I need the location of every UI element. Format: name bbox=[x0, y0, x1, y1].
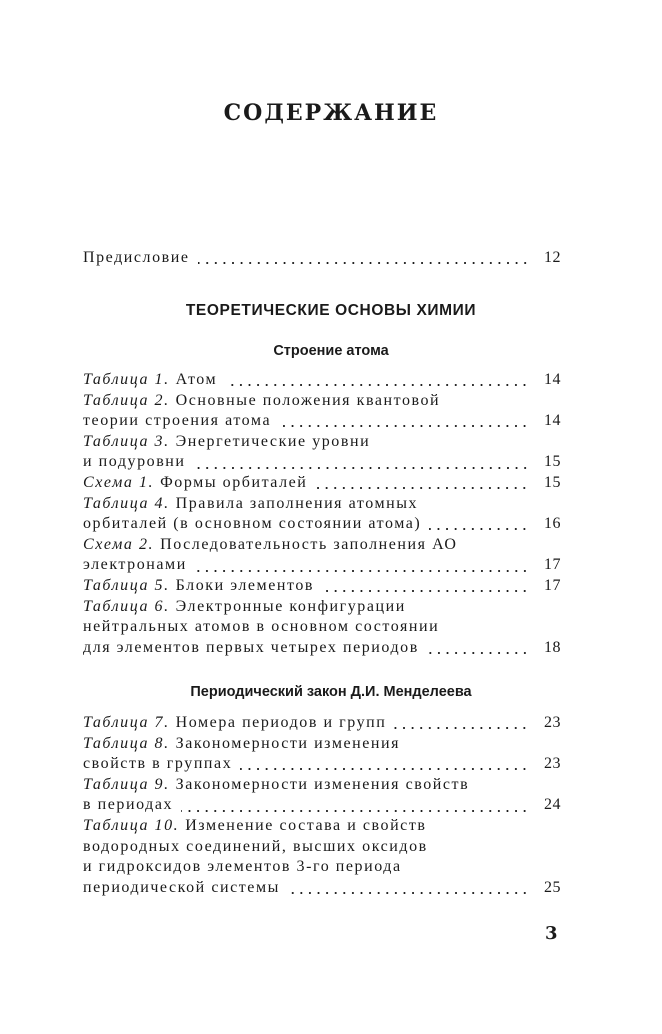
entry-line bbox=[83, 576, 561, 597]
entry-text: Атом bbox=[175, 371, 218, 388]
toc-entry[interactable] bbox=[83, 597, 561, 659]
entry-text: и гидроксидов элементов 3-го периода bbox=[83, 858, 402, 876]
page-number: 14 bbox=[544, 412, 561, 430]
entry-line bbox=[83, 754, 561, 775]
toc-entry[interactable] bbox=[83, 370, 561, 391]
entry-line bbox=[83, 816, 561, 837]
entry-text: для элементов первых четырех периодов bbox=[83, 638, 419, 656]
entry-line bbox=[83, 432, 561, 453]
entry-text: Блоки элементов bbox=[175, 576, 314, 594]
entry-text: Последовательность заполнения АО bbox=[160, 535, 458, 553]
page-folio: 3 bbox=[545, 923, 558, 944]
dot-leader bbox=[429, 528, 529, 530]
entry-text: и подуровни bbox=[83, 453, 186, 471]
entry-line bbox=[83, 494, 561, 515]
entry-text: Закономерности изменения свойств bbox=[175, 775, 470, 793]
page-number: 17 bbox=[544, 556, 561, 574]
entry-text: водородных соединений, высших оксидов bbox=[83, 837, 428, 855]
entry-line bbox=[83, 857, 561, 878]
entry-line bbox=[83, 638, 561, 659]
entry-text: Энергетические уровни bbox=[175, 432, 371, 450]
entry-text: Формы орбиталей bbox=[160, 473, 308, 491]
dot-leader bbox=[315, 487, 529, 489]
page-number: 12 bbox=[544, 249, 561, 266]
toc-entry[interactable] bbox=[83, 473, 561, 494]
toc-entry[interactable] bbox=[83, 816, 561, 898]
toc-entry[interactable] bbox=[83, 576, 561, 597]
page-number: 24 bbox=[544, 796, 561, 814]
entry-line bbox=[83, 514, 561, 535]
toc-entry[interactable] bbox=[83, 775, 561, 816]
toc-entry[interactable] bbox=[83, 734, 561, 775]
entry-text: нейтральных атомов в основном состоянии bbox=[83, 618, 440, 636]
page-number: 15 bbox=[544, 473, 561, 491]
dot-leader bbox=[427, 652, 529, 654]
section-heading: Периодический закон Д.И. Менделеева bbox=[190, 684, 472, 700]
toc-entry[interactable] bbox=[83, 535, 561, 576]
entry-line bbox=[83, 597, 561, 618]
entry-text: периодической системы bbox=[83, 878, 280, 896]
entry-text: Изменение состава и свойств bbox=[185, 816, 427, 834]
page-number: 17 bbox=[544, 576, 561, 594]
entry-line bbox=[83, 370, 561, 391]
dot-leader bbox=[198, 262, 529, 264]
page-number: 14 bbox=[544, 371, 561, 388]
entry-text: Основные положения квантовой bbox=[175, 391, 441, 409]
page-number: 15 bbox=[544, 453, 561, 471]
entry-label: Таблица 4. bbox=[83, 494, 170, 512]
entry-label: Схема 2. bbox=[83, 535, 155, 553]
entry-line bbox=[83, 411, 561, 432]
entry-text: Номера периодов и групп bbox=[175, 714, 387, 731]
section-entries bbox=[83, 713, 561, 898]
entry-text: теории строения атома bbox=[83, 412, 272, 430]
page-title: СОДЕРЖАНИЕ bbox=[223, 100, 439, 126]
entry-line bbox=[83, 555, 561, 576]
entry-label: Таблица 9. bbox=[83, 775, 170, 793]
toc-entry[interactable] bbox=[83, 432, 561, 473]
toc-entry[interactable] bbox=[83, 713, 561, 734]
entry-label: Таблица 7. bbox=[83, 714, 170, 731]
dot-leader bbox=[181, 810, 529, 812]
entry-line bbox=[83, 452, 561, 473]
entry-label: Таблица 3. bbox=[83, 432, 170, 450]
entry-line bbox=[83, 795, 561, 816]
entry-line bbox=[83, 473, 561, 494]
entry-label: Таблица 1. bbox=[83, 371, 170, 388]
section-heading: Строение атома bbox=[273, 343, 389, 359]
entry-text: электронами bbox=[83, 556, 187, 574]
entry-text: Предисловие bbox=[83, 249, 190, 266]
dot-leader bbox=[288, 892, 529, 894]
entry-label: Таблица 8. bbox=[83, 734, 170, 752]
entry-label: Схема 1. bbox=[83, 473, 155, 491]
entry-line bbox=[83, 617, 561, 638]
dot-leader bbox=[194, 467, 529, 469]
page-number: 23 bbox=[544, 714, 561, 731]
entry-text: Электронные конфигурации bbox=[175, 597, 406, 615]
entry-line bbox=[83, 775, 561, 796]
entry-text: Закономерности изменения bbox=[175, 734, 401, 752]
entry-text: в периодах bbox=[83, 796, 174, 814]
entry-line bbox=[83, 837, 561, 858]
entry-text: орбиталей (в основном состоянии атома) bbox=[83, 515, 422, 533]
entry-line bbox=[83, 734, 561, 755]
toc-entry[interactable] bbox=[83, 494, 561, 535]
entry-text: Правила заполнения атомных bbox=[175, 494, 419, 512]
page-number: 23 bbox=[544, 755, 561, 773]
page-number: 16 bbox=[544, 515, 561, 533]
toc-entry[interactable] bbox=[83, 391, 561, 432]
dot-leader bbox=[225, 384, 529, 386]
entry-label: Таблица 5. bbox=[83, 576, 170, 594]
entry-line bbox=[83, 878, 561, 899]
part-heading: ТЕОРЕТИЧЕСКИЕ ОСНОВЫ ХИМИИ bbox=[185, 302, 477, 319]
entry-line bbox=[83, 713, 561, 734]
dot-leader bbox=[279, 425, 529, 427]
page-number: 25 bbox=[544, 878, 561, 896]
entry-line bbox=[83, 535, 561, 556]
entry-label: Таблица 6. bbox=[83, 597, 170, 615]
page-number: 18 bbox=[544, 638, 561, 656]
dot-leader bbox=[240, 768, 529, 770]
entry-label: Таблица 2. bbox=[83, 391, 170, 409]
dot-leader bbox=[195, 570, 529, 572]
dot-leader bbox=[394, 727, 529, 729]
toc-entry-preface[interactable] bbox=[83, 248, 561, 269]
entry-text: свойств в группах bbox=[83, 755, 233, 773]
entry-line bbox=[83, 391, 561, 412]
section-entries bbox=[83, 370, 561, 658]
entry-label: Таблица 10. bbox=[83, 816, 180, 834]
dot-leader bbox=[322, 590, 529, 592]
